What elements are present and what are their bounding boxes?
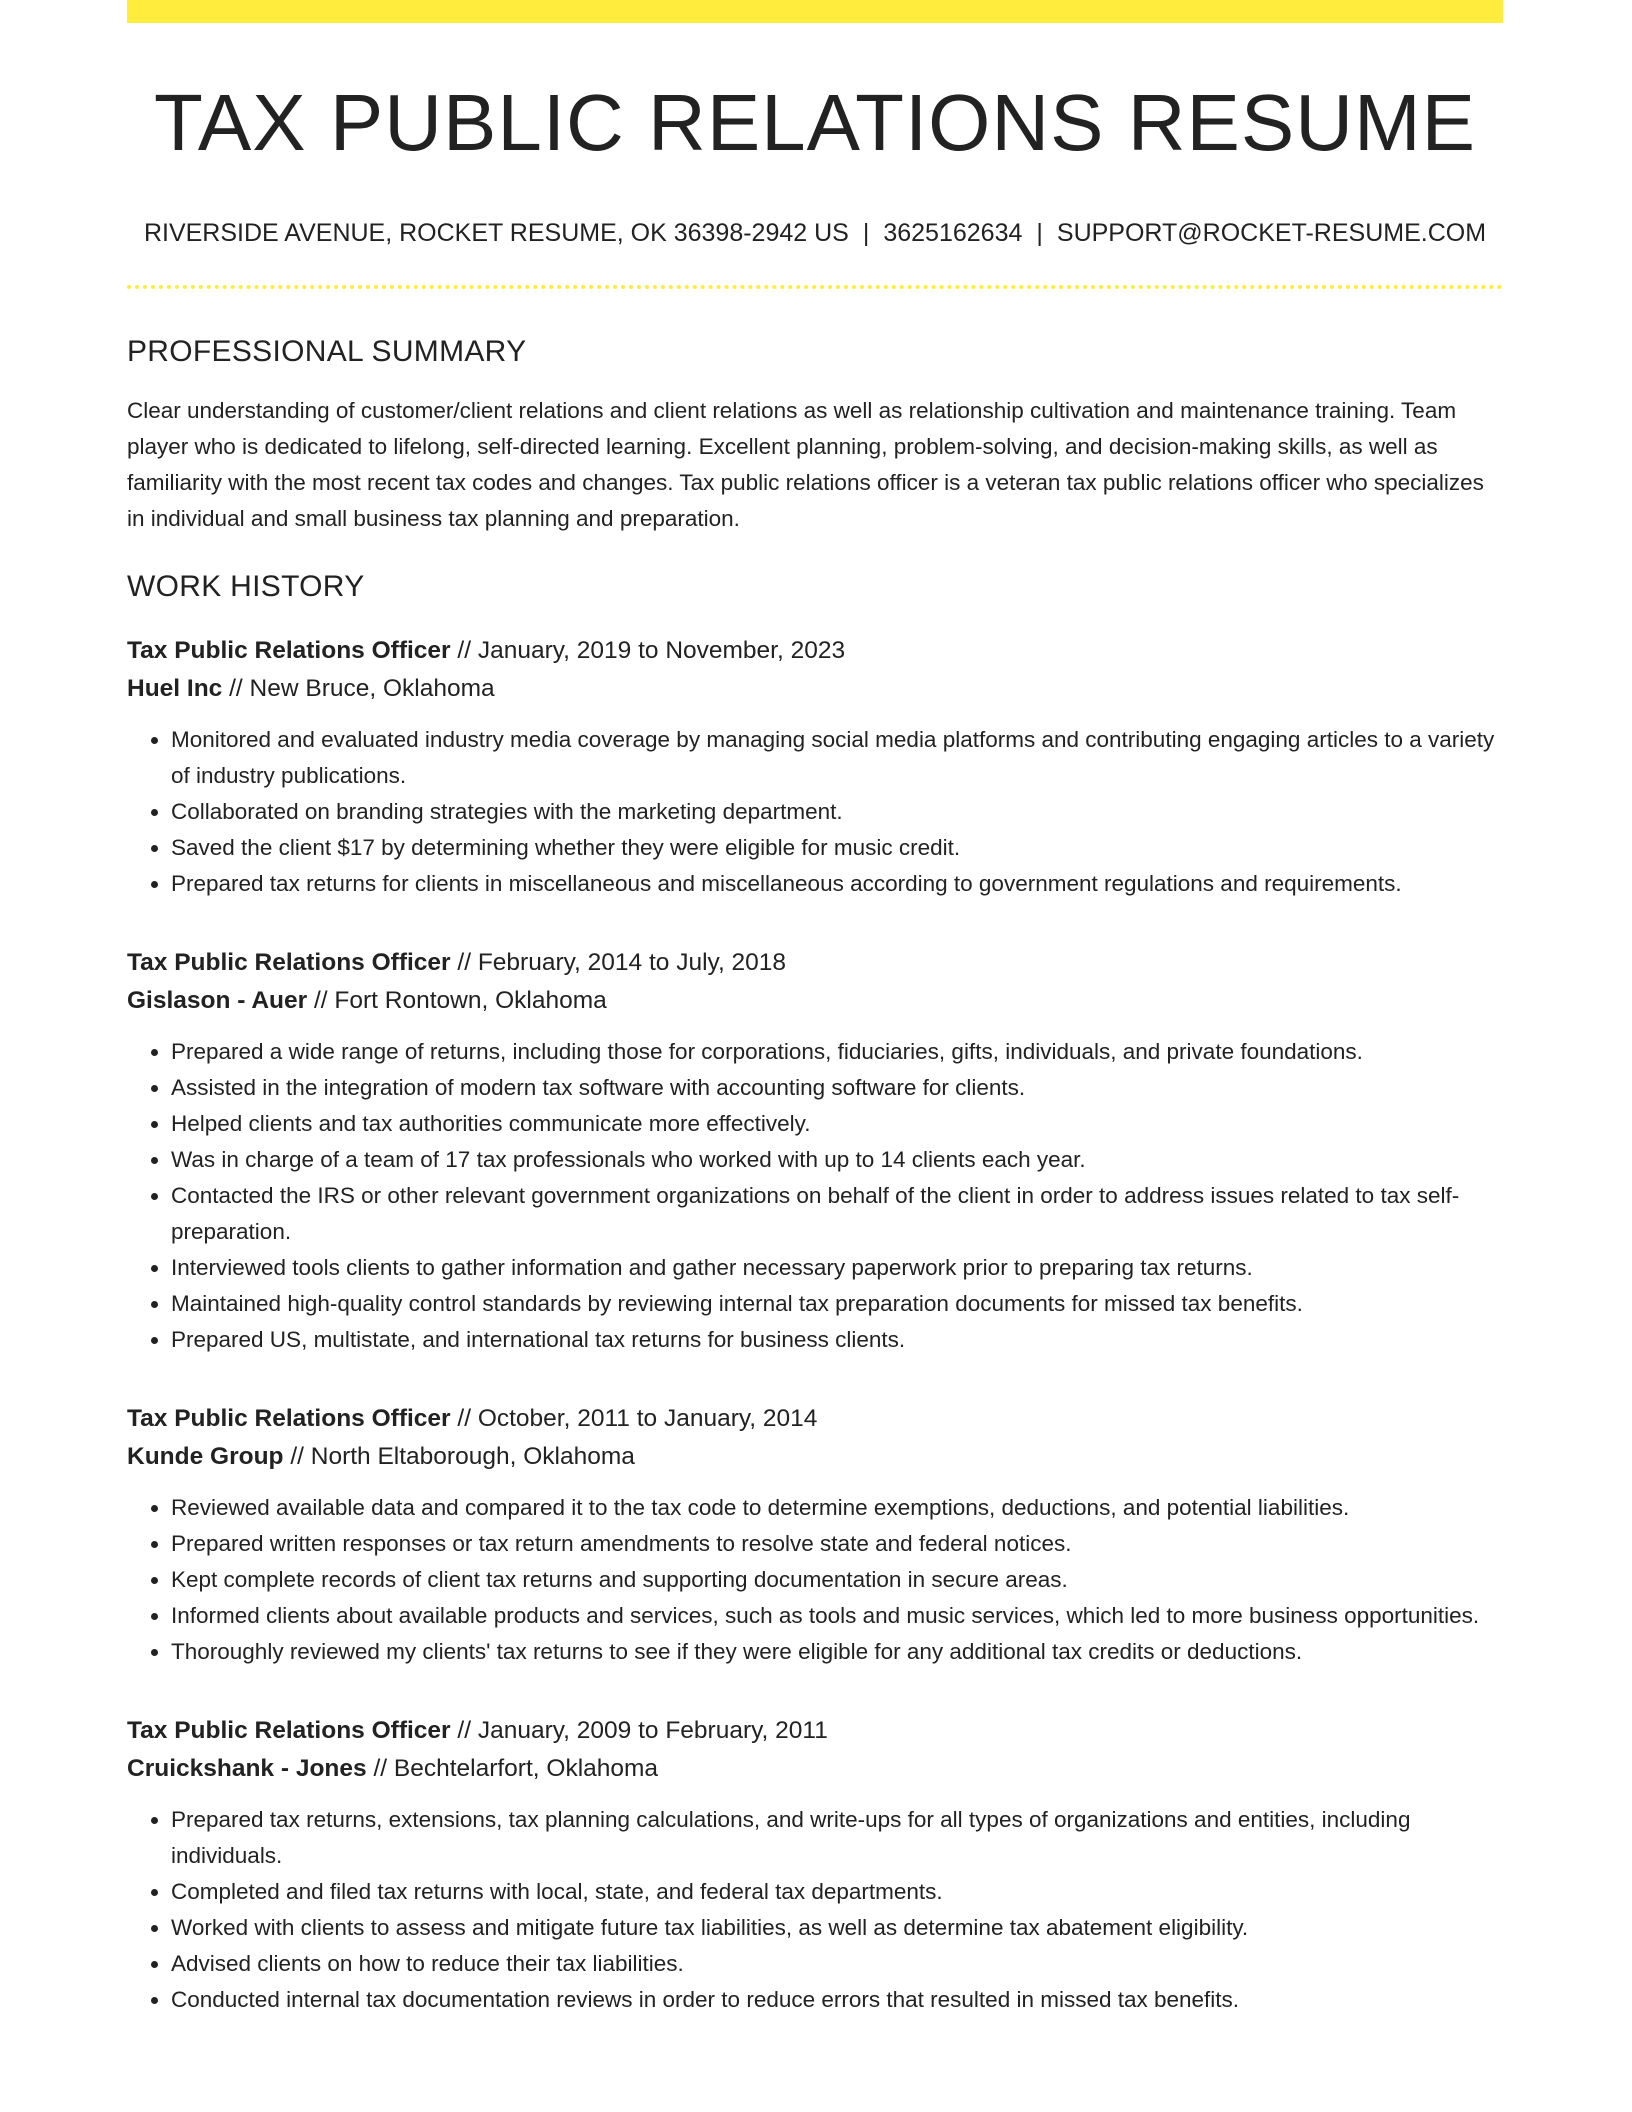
job-bullet: • Completed and filed tax returns with local, state, and federal tax departments.	[171, 1874, 1503, 1910]
job-company-line	[127, 982, 1503, 1020]
job-bullet: • Thoroughly reviewed my clients' tax returns to see if they were eligible for any additional tax credits or deductions.	[171, 1634, 1503, 1670]
job-company-line	[127, 1438, 1503, 1476]
job-title: Tax Public Relations Officer	[127, 949, 451, 976]
job-bullet: • Helped clients and tax authorities communicate more effectively.	[171, 1106, 1503, 1142]
job-company: Gislason - Auer	[127, 987, 308, 1014]
job-company: Huel Inc	[127, 675, 223, 702]
job-separator: //	[450, 949, 478, 976]
jobs-list	[127, 632, 1503, 2018]
job-dates: January, 2019 to November, 2023	[477, 637, 846, 664]
job-bullet: • Collaborated on branding strategies with the marketing department.	[171, 794, 1503, 830]
job-location: New Bruce, Oklahoma	[249, 675, 495, 702]
job-separator: //	[450, 1405, 478, 1432]
work-history-heading: WORK HISTORY	[127, 570, 365, 603]
job-title: Tax Public Relations Officer	[127, 1717, 451, 1744]
contact-separator: |	[862, 219, 870, 247]
job-separator: //	[366, 1755, 394, 1782]
job-entry	[127, 1712, 1503, 2018]
contact-email[interactable]: SUPPORT@ROCKET-RESUME.COM	[1056, 219, 1487, 247]
job-separator: //	[450, 637, 478, 664]
job-location: Bechtelarfort, Oklahoma	[393, 1755, 659, 1782]
job-title: Tax Public Relations Officer	[127, 1405, 451, 1432]
dotted-divider	[127, 285, 1503, 289]
job-bullets	[127, 1802, 1503, 2018]
job-title-line	[127, 1712, 1503, 1750]
contact-address: RIVERSIDE AVENUE, ROCKET RESUME, OK 36398-2942 US	[143, 219, 849, 247]
job-entry	[127, 944, 1503, 1358]
job-dates: February, 2014 to July, 2018	[477, 949, 787, 976]
summary-heading: PROFESSIONAL SUMMARY	[127, 335, 527, 368]
job-company: Kunde Group	[127, 1443, 284, 1470]
job-bullet: • Contacted the IRS or other relevant government organizations on behalf of the client in order to address issues related to tax self-preparation.	[171, 1178, 1503, 1250]
summary-text: Clear understanding of customer/client relations and client relations as well as relationship cultivation and maintenance training. Team player who is dedicated to lifelong, self-directed learning. Excellent planning, problem-solving, and decision-making skills, as well as familiarity with the most recent tax codes and changes. Tax public relations officer is a veteran tax public relations officer who specializes in individual and small business tax planning and preparation.	[127, 398, 1484, 531]
job-bullet: • Worked with clients to assess and mitigate future tax liabilities, as well as determine tax abatement eligibility.	[171, 1910, 1503, 1946]
job-title: Tax Public Relations Officer	[127, 637, 451, 664]
job-separator: //	[222, 675, 250, 702]
job-bullet: • Interviewed tools clients to gather information and gather necessary paperwork prior to preparing tax returns.	[171, 1250, 1503, 1286]
job-bullet: • Assisted in the integration of modern tax software with accounting software for clients.	[171, 1070, 1503, 1106]
job-bullet: • Reviewed available data and compared it to the tax code to determine exemptions, deductions, and potential liabilities.	[171, 1490, 1503, 1526]
job-separator: //	[307, 987, 335, 1014]
resume-page	[127, 0, 1503, 2018]
job-bullet: • Conducted internal tax documentation reviews in order to reduce errors that resulted in missed tax benefits.	[171, 1982, 1503, 2018]
job-bullet: • Saved the client $17 by determining whether they were eligible for music credit.	[171, 830, 1503, 866]
job-location: Fort Rontown, Oklahoma	[334, 987, 607, 1014]
job-title-line	[127, 632, 1503, 670]
accent-top-bar	[127, 0, 1503, 23]
job-company-line	[127, 1750, 1503, 1788]
job-entry	[127, 1400, 1503, 1670]
job-separator: //	[450, 1717, 478, 1744]
job-separator: //	[283, 1443, 311, 1470]
job-entry	[127, 632, 1503, 902]
job-bullet: • Advised clients on how to reduce their tax liabilities.	[171, 1946, 1503, 1982]
job-bullet: • Prepared US, multistate, and international tax returns for business clients.	[171, 1322, 1503, 1358]
contact-line	[127, 219, 1503, 248]
job-bullets	[127, 722, 1503, 902]
job-dates: October, 2011 to January, 2014	[477, 1405, 818, 1432]
job-bullet: • Kept complete records of client tax returns and supporting documentation in secure areas.	[171, 1562, 1503, 1598]
job-company: Cruickshank - Jones	[127, 1755, 367, 1782]
job-bullets	[127, 1034, 1503, 1358]
job-bullet: • Maintained high-quality control standards by reviewing internal tax preparation documents for missed tax benefits.	[171, 1286, 1503, 1322]
resume-title: TAX PUBLIC RELATIONS RESUME	[153, 78, 1477, 167]
job-bullet: • Prepared a wide range of returns, including those for corporations, fiduciaries, gifts, individuals, and private foundations.	[171, 1034, 1503, 1070]
job-bullet: • Prepared tax returns for clients in miscellaneous and miscellaneous according to government regulations and requirements.	[171, 866, 1503, 902]
job-title-line	[127, 1400, 1503, 1438]
job-location: North Eltaborough, Oklahoma	[310, 1443, 635, 1470]
job-title-line	[127, 944, 1503, 982]
job-bullet: • Was in charge of a team of 17 tax professionals who worked with up to 14 clients each year.	[171, 1142, 1503, 1178]
job-bullet: • Informed clients about available products and services, such as tools and music services, which led to more business opportunities.	[171, 1598, 1503, 1634]
job-dates: January, 2009 to February, 2011	[477, 1717, 828, 1744]
job-bullets	[127, 1490, 1503, 1670]
job-bullet: • Prepared written responses or tax return amendments to resolve state and federal notices.	[171, 1526, 1503, 1562]
job-bullet: • Monitored and evaluated industry media coverage by managing social media platforms and contributing engaging articles to a variety of industry publications.	[171, 722, 1503, 794]
contact-phone[interactable]: 3625162634	[883, 219, 1023, 247]
job-bullet: • Prepared tax returns, extensions, tax planning calculations, and write-ups for all types of organizations and entities, including individuals.	[171, 1802, 1503, 1874]
contact-separator: |	[1036, 219, 1043, 247]
job-company-line	[127, 670, 1503, 708]
